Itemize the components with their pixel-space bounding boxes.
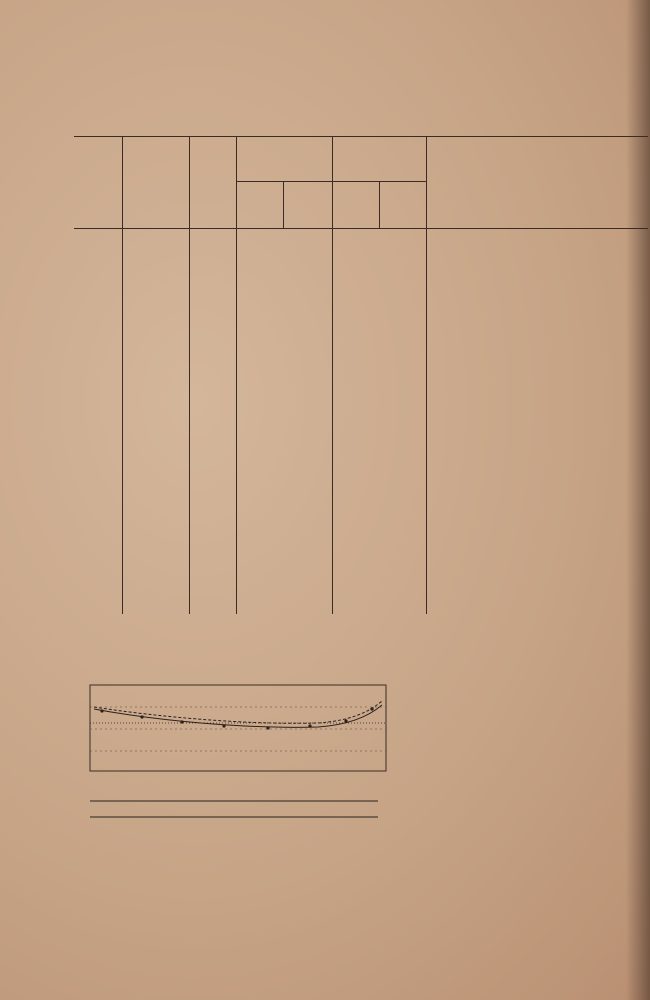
col-rule	[332, 136, 333, 614]
col-rule	[122, 136, 123, 614]
col-rule	[236, 136, 237, 614]
curve-hested	[94, 701, 382, 723]
table-header-rule	[74, 228, 648, 229]
experimental-points	[100, 707, 373, 729]
col-rule	[283, 181, 284, 228]
col-rule	[379, 181, 380, 228]
figure-13	[78, 677, 418, 841]
col-rule	[189, 136, 190, 614]
curve-pavlovsky	[94, 705, 382, 727]
table-top-rule	[74, 136, 648, 137]
figure-frame	[90, 685, 386, 771]
table-mid-rule	[236, 181, 426, 182]
page-shadow-edge	[626, 0, 650, 1000]
col-rule	[426, 136, 427, 614]
